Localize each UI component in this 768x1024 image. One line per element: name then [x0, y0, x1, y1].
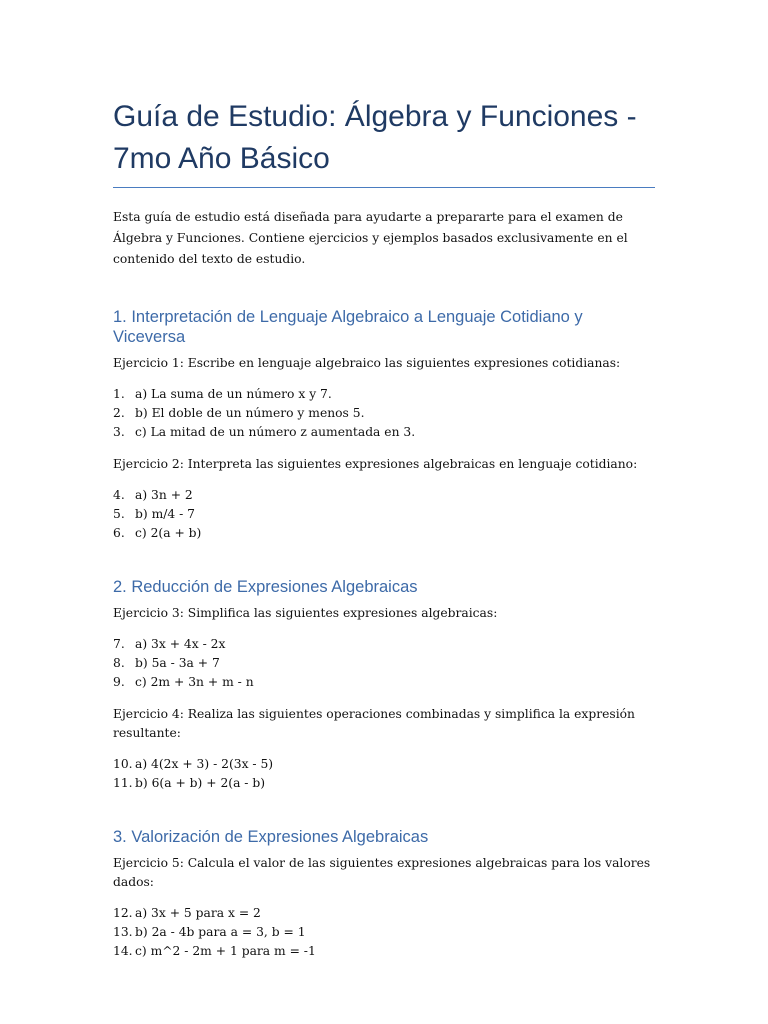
list-item-text: a) 3x + 5 para x = 2	[135, 906, 261, 920]
list-item-number: 14.	[113, 944, 133, 958]
list-item-text: c) 2m + 3n + m - n	[135, 675, 254, 689]
section-heading-1: 1. Interpretación de Lenguaje Algebraico a Lenguaje Cotidiano y Viceversa	[113, 308, 583, 346]
list-item-number: 5.	[113, 507, 125, 521]
list-item-number: 11.	[113, 776, 133, 790]
exercise-2-prompt: Ejercicio 2: Interpreta las siguientes expresiones algebraicas en lenguaje cotidiano:	[113, 457, 638, 471]
exercise-1-list	[113, 385, 655, 442]
list-item	[113, 524, 655, 543]
list-item	[113, 505, 655, 524]
list-item	[113, 774, 655, 793]
list-item	[113, 904, 655, 923]
list-item	[113, 673, 655, 692]
section-heading-3: 3. Valorización de Expresiones Algebraicas	[113, 828, 429, 846]
exercise-3-prompt: Ejercicio 3: Simplifica las siguientes expresiones algebraicas:	[113, 606, 498, 620]
list-item-number: 2.	[113, 406, 125, 420]
list-item-number: 8.	[113, 656, 125, 670]
list-item-number: 12.	[113, 906, 133, 920]
list-item	[113, 654, 655, 673]
list-item-text: a) 3n + 2	[135, 488, 193, 502]
list-item-number: 7.	[113, 637, 125, 651]
list-item-number: 4.	[113, 488, 125, 502]
exercise-4-prompt: Ejercicio 4: Realiza las siguientes operaciones combinadas y simplifica la expresión resultante:	[113, 707, 635, 740]
list-item	[113, 385, 655, 404]
list-item	[113, 755, 655, 774]
list-item-text: a) 3x + 4x - 2x	[135, 637, 226, 651]
exercise-1-prompt: Ejercicio 1: Escribe en lenguaje algebraico las siguientes expresiones cotidianas:	[113, 356, 621, 370]
list-item-number: 10.	[113, 757, 133, 771]
list-item	[113, 486, 655, 505]
list-item	[113, 404, 655, 423]
list-item	[113, 635, 655, 654]
list-item-text: b) El doble de un número y menos 5.	[135, 406, 365, 420]
exercise-3-list	[113, 635, 655, 692]
document-title: Guía de Estudio: Álgebra y Funciones - 7mo Año Básico	[113, 96, 655, 188]
list-item-text: c) La mitad de un número z aumentada en 3.	[135, 425, 416, 439]
list-item-number: 9.	[113, 675, 125, 689]
exercise-2-list	[113, 486, 655, 543]
list-item-text: b) 5a - 3a + 7	[135, 656, 220, 670]
list-item	[113, 423, 655, 442]
list-item-text: b) 2a - 4b para a = 3, b = 1	[135, 925, 306, 939]
list-item	[113, 923, 655, 942]
list-item-text: c) m^2 - 2m + 1 para m = -1	[135, 944, 316, 958]
exercise-4-list	[113, 755, 655, 793]
intro-paragraph: Esta guía de estudio está diseñada para ayudarte a prepararte para el examen de Álgebra y Funciones. Contiene ejercicios y ejemplos basados exclusivamente en el contenido del texto de estudio.	[113, 210, 628, 266]
list-item-text: b) m/4 - 7	[135, 507, 196, 521]
list-item-text: b) 6(a + b) + 2(a - b)	[135, 776, 266, 790]
section-heading-2: 2. Reducción de Expresiones Algebraicas	[113, 578, 418, 596]
exercise-5-prompt: Ejercicio 5: Calcula el valor de las siguientes expresiones algebraicas para los valores dados:	[113, 856, 651, 889]
list-item	[113, 942, 655, 961]
list-item-text: c) 2(a + b)	[135, 526, 202, 540]
exercise-5-list	[113, 904, 655, 961]
list-item-text: a) 4(2x + 3) - 2(3x - 5)	[135, 757, 274, 771]
list-item-number: 3.	[113, 425, 125, 439]
list-item-number: 1.	[113, 387, 125, 401]
list-item-number: 6.	[113, 526, 125, 540]
list-item-number: 13.	[113, 925, 133, 939]
list-item-text: a) La suma de un número x y 7.	[135, 387, 332, 401]
